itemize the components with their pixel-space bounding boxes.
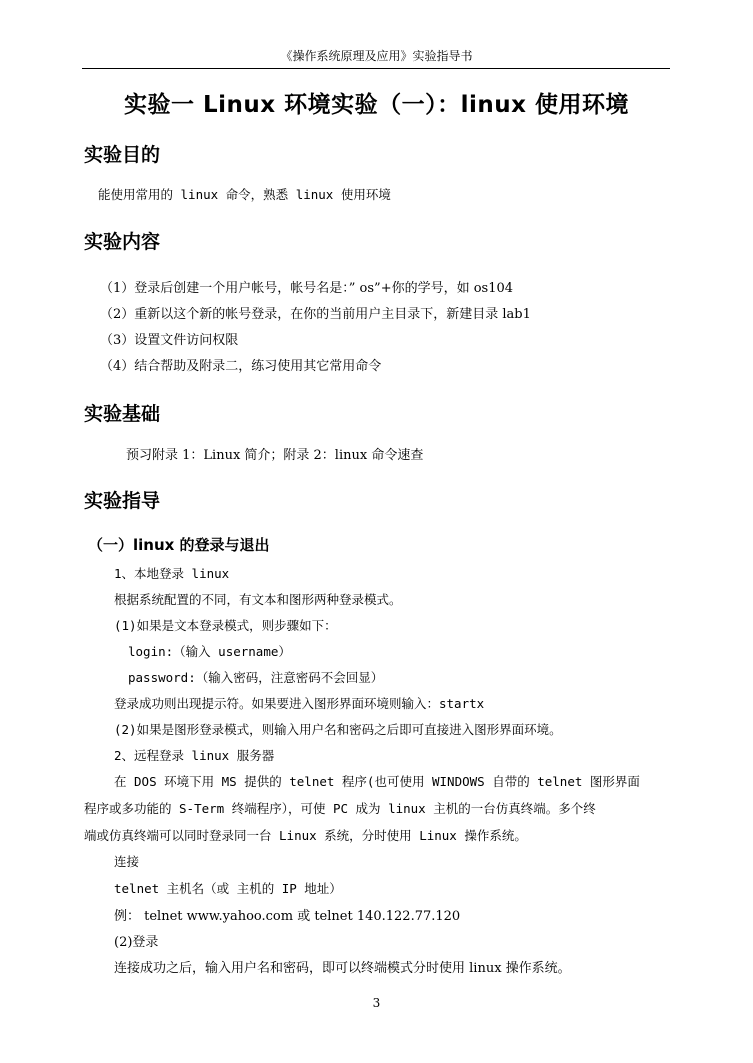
guide-line: login:（输入 username）: [128, 644, 291, 659]
guide-line: telnet 主机名（或 主机的 IP 地址）: [114, 881, 342, 896]
guide-line: (2)如果是图形登录模式，则输入用户名和密码之后即可直接进入图形界面环境。: [114, 722, 562, 737]
header-rule: [82, 68, 670, 69]
guide-line: 根据系统配置的不同，有文本和图形两种登录模式。: [114, 592, 402, 607]
guide-line: (1)如果是文本登录模式，则步骤如下：: [114, 618, 337, 633]
content-item: （3）设置文件访问权限: [100, 333, 239, 348]
purpose-text: 能使用常用的 linux 命令，熟悉 linux 使用环境: [98, 187, 391, 202]
content-item: （1）登录后创建一个用户帐号，帐号名是：” os”+你的学号，如 os104: [100, 281, 514, 296]
guide-line: (2)登录: [114, 935, 159, 950]
content-item: （2）重新以这个新的帐号登录，在你的当前用户主目录下，新建目录 lab1: [100, 307, 531, 322]
page-title: 实验一 Linux 环境实验（一）：linux 使用环境: [124, 92, 629, 118]
content-item: （4）结合帮助及附录二，练习使用其它常用命令: [100, 359, 382, 374]
guide-heading: 实验指导: [84, 490, 161, 512]
content-heading: 实验内容: [84, 231, 161, 253]
guide-line: 2、远程登录 linux 服务器: [114, 748, 275, 763]
guide-line: password:（输入密码，注意密码不会回显）: [128, 670, 384, 685]
guide-line: 在 DOS 环境下用 MS 提供的 telnet 程序(也可使用 WINDOWS 自带的 telnet 图形界面: [114, 774, 640, 789]
guide-line: 程序或多功能的 S-Term 终端程序），可使 PC 成为 linux 主机的一台仿真终端。多个终: [84, 801, 596, 816]
guide-line: 例： telnet www.yahoo.com 或 telnet 140.122.77.120: [114, 909, 461, 924]
guide-subheading: （一）linux 的登录与退出: [88, 536, 270, 554]
running-header: 《操作系统原理及应用》实验指导书: [280, 49, 473, 63]
guide-line: 连接: [114, 854, 140, 869]
guide-line: 端或仿真终端可以同时登录同一台 Linux 系统，分时使用 Linux 操作系统。: [84, 828, 527, 843]
basics-text: 预习附录 1：Linux 简介；附录 2：linux 命令速查: [126, 448, 424, 463]
guide-line: 连接成功之后，输入用户名和密码，即可以终端模式分时使用 linux 操作系统。: [114, 961, 571, 976]
page-number: 3: [372, 996, 381, 1010]
purpose-heading: 实验目的: [84, 144, 161, 166]
guide-line: 登录成功则出现提示符。如果要进入图形界面环境则输入：startx: [114, 696, 485, 711]
guide-line: 1、本地登录 linux: [114, 566, 230, 581]
basics-heading: 实验基础: [84, 403, 161, 425]
